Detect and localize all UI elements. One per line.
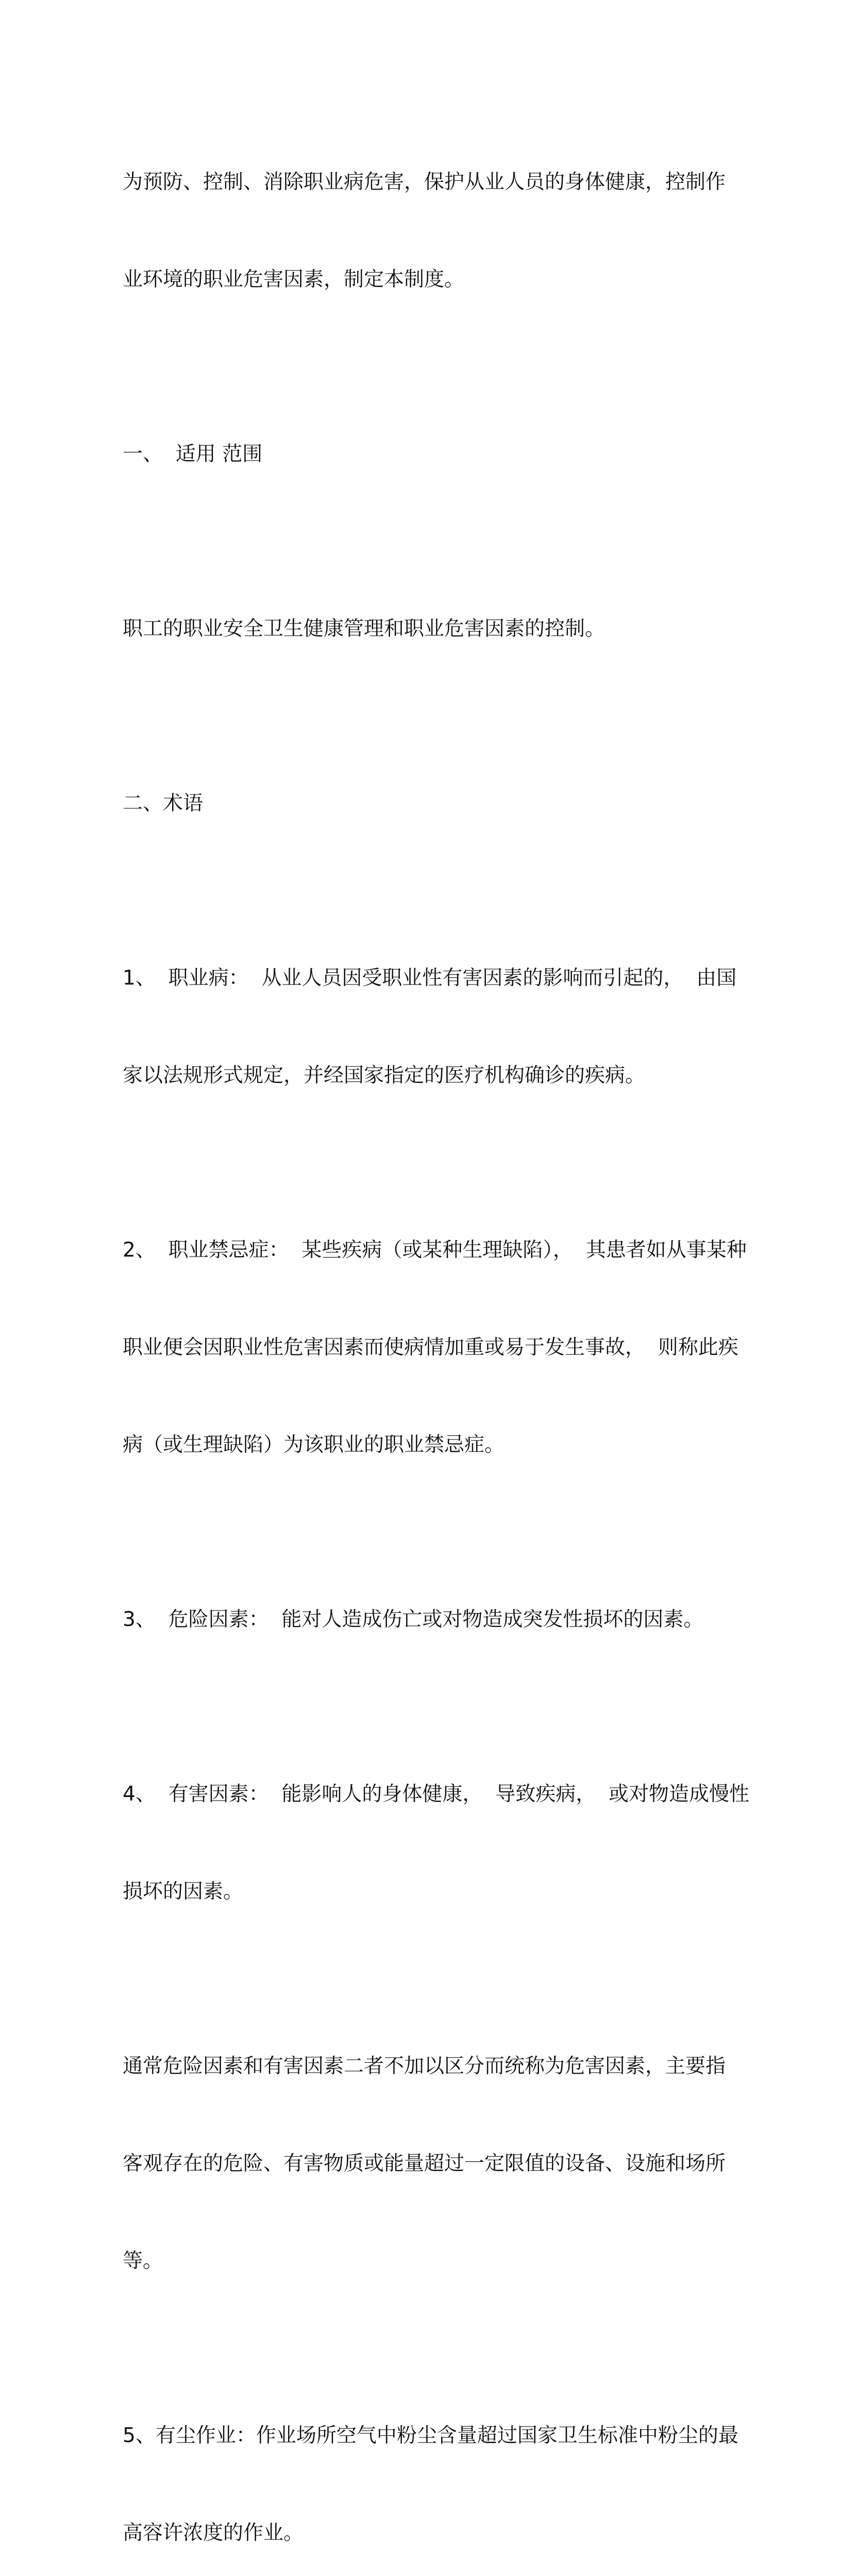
term-2-paragraph bbox=[123, 1169, 747, 1526]
text-line: 家以法规形式规定，并经国家指定的医疗机构确诊的疾病。 bbox=[123, 1064, 646, 1087]
intro-paragraph bbox=[123, 101, 726, 361]
text-line: 为预防、控制、消除职业病危害，保护从业人员的身体健康，控制作 bbox=[123, 171, 726, 194]
text-line: 通常危险因素和有害因素二者不加以区分而统称为危害因素，主要指 bbox=[123, 2055, 726, 2078]
text-line: 客观存在的危险、有害物质或能量超过一定限值的设备、设施和场所 bbox=[123, 2152, 726, 2175]
heading-line: 二、术语 bbox=[123, 792, 204, 815]
note-paragraph bbox=[123, 1985, 726, 2342]
text-line: 4、 有害因素： 能影响人的身体健康， 导致疾病， 或对物造成慢性 bbox=[123, 1783, 749, 1806]
text-line: 1、 职业病： 从业人员因受职业性有害因素的影响而引起的， 由国 bbox=[123, 967, 737, 990]
text-line: 病（或生理缺陷）为该职业的职业禁忌症。 bbox=[123, 1433, 505, 1456]
text-line: 职业便会因职业性危害因素而使病情加重或易于发生事故， 则称此疾 bbox=[123, 1336, 738, 1359]
term-1-paragraph bbox=[123, 897, 737, 1157]
text-line: 业环境的职业危害因素，制定本制度。 bbox=[123, 268, 465, 291]
text-line: 3、 危险因素： 能对人造成伤亡或对物造成突发性损坏的因素。 bbox=[123, 1608, 704, 1631]
term-5-paragraph bbox=[123, 2354, 738, 2576]
section-1-heading bbox=[123, 373, 715, 535]
text-line: 职工的职业安全卫生健康管理和职业危害因素的控制。 bbox=[123, 617, 605, 640]
text-line: 高容许浓度的作业。 bbox=[123, 2521, 304, 2545]
term-3-paragraph bbox=[123, 1538, 715, 1701]
text-line: 等。 bbox=[123, 2249, 163, 2273]
document-body bbox=[123, 101, 749, 2576]
term-4-paragraph bbox=[123, 1713, 749, 1973]
text-line: 5、有尘作业：作业场所空气中粉尘含量超过国家卫生标准中粉尘的最 bbox=[123, 2424, 738, 2447]
text-line: 损坏的因素。 bbox=[123, 1880, 244, 1903]
section-2-heading bbox=[123, 722, 715, 885]
text-line: 2、 职业禁忌症： 某些疾病（或某种生理缺陷）， 其患者如从事某种 bbox=[123, 1239, 747, 1262]
section-1-body bbox=[123, 548, 715, 710]
heading-line: 一、 适用 范围 bbox=[123, 443, 263, 466]
